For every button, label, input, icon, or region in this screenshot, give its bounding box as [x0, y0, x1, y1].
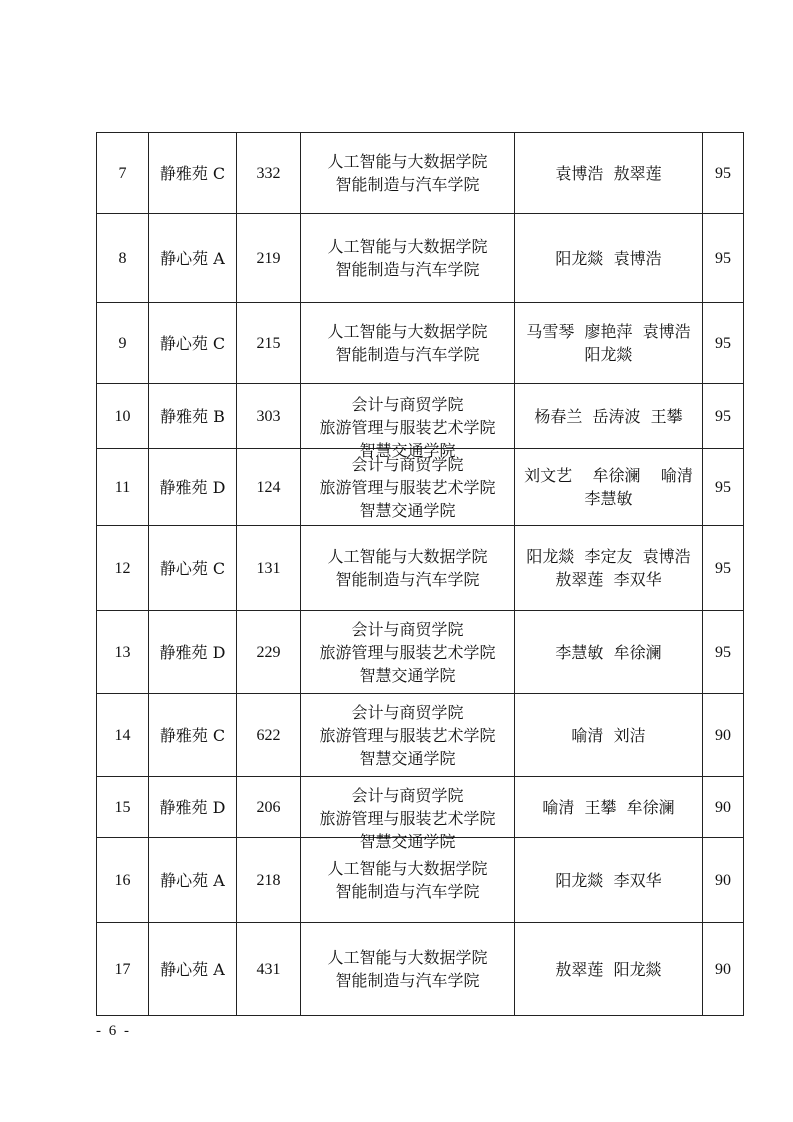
college-name: 旅游管理与服装艺术学院	[319, 809, 496, 828]
member-names: 李慧敏	[584, 489, 633, 508]
score-cell	[703, 133, 744, 214]
college-name: 智能制造与汽车学院	[335, 971, 480, 990]
room-cell	[237, 449, 301, 526]
building-name: 静雅苑 D	[159, 477, 226, 497]
score-value: 95	[715, 249, 731, 267]
building-name: 静雅苑 B	[160, 406, 225, 426]
room-number: 431	[256, 960, 281, 978]
college-name: 人工智能与大数据学院	[327, 237, 488, 256]
members-cell	[515, 133, 703, 214]
table-row	[97, 303, 744, 384]
members-cell	[515, 777, 703, 838]
room-cell	[237, 133, 301, 214]
table-row	[97, 384, 744, 449]
members-cell	[515, 449, 703, 526]
score-cell	[703, 694, 744, 777]
members-cell	[515, 303, 703, 384]
building-name: 静心苑 C	[159, 333, 226, 353]
room-cell	[237, 611, 301, 694]
room-number: 124	[256, 478, 281, 496]
row-number: 13	[114, 643, 131, 661]
row-number-cell	[97, 838, 149, 923]
member-names: 敖翠莲 阳龙燚	[555, 959, 662, 979]
building-cell	[149, 133, 237, 214]
members-cell	[515, 384, 703, 449]
row-number-cell	[97, 133, 149, 214]
page-number: - 6 -	[96, 1023, 131, 1039]
college-list	[301, 235, 514, 281]
members-cell	[515, 838, 703, 923]
member-names: 杨春兰 岳涛波 王攀	[534, 406, 683, 426]
score-value: 95	[715, 559, 731, 577]
college-name: 人工智能与大数据学院	[327, 948, 488, 967]
building-cell	[149, 694, 237, 777]
score-cell	[703, 303, 744, 384]
member-names: 喻清 刘洁	[571, 725, 646, 745]
score-cell	[703, 214, 744, 303]
room-cell	[237, 694, 301, 777]
table-row	[97, 923, 744, 1016]
college-cell	[301, 526, 515, 611]
member-names: 阳龙燚	[584, 345, 633, 364]
college-name: 会计与商贸学院	[351, 454, 464, 474]
building-cell	[149, 923, 237, 1016]
college-list	[301, 946, 514, 992]
college-list	[301, 701, 514, 770]
score-cell	[703, 449, 744, 526]
college-cell	[301, 303, 515, 384]
score-cell	[703, 526, 744, 611]
college-name: 人工智能与大数据学院	[327, 547, 488, 566]
college-name: 会计与商贸学院	[351, 395, 464, 414]
members-cell	[515, 694, 703, 777]
college-cell	[301, 777, 515, 851]
room-number: 206	[256, 798, 281, 816]
score-value: 90	[715, 960, 731, 978]
room-number: 332	[256, 164, 281, 182]
room-cell	[237, 526, 301, 611]
table-row	[97, 526, 744, 611]
score-value: 90	[715, 871, 731, 889]
building-cell	[149, 384, 237, 449]
college-name: 智能制造与汽车学院	[335, 570, 480, 589]
building-name: 静心苑 A	[160, 870, 225, 890]
room-number: 215	[256, 334, 281, 352]
room-cell	[237, 777, 301, 838]
row-number: 17	[114, 960, 131, 978]
members-cell	[515, 214, 703, 303]
college-name: 智能制造与汽车学院	[335, 345, 480, 364]
room-number: 303	[256, 407, 281, 425]
score-value: 95	[715, 164, 731, 182]
college-name: 人工智能与大数据学院	[327, 859, 488, 878]
college-cell	[301, 449, 515, 526]
building-name: 静心苑 C	[159, 558, 226, 578]
row-number-cell	[97, 384, 149, 449]
members-cell	[515, 923, 703, 1016]
college-list	[301, 618, 514, 687]
college-list	[301, 150, 514, 196]
college-name: 智慧交通学院	[359, 500, 456, 520]
college-cell	[301, 611, 515, 694]
room-number: 131	[256, 559, 281, 577]
college-name: 会计与商贸学院	[351, 619, 464, 639]
row-number: 12	[114, 559, 131, 577]
member-names: 阳龙燚 李双华	[555, 870, 662, 890]
building-name: 静雅苑 D	[159, 642, 226, 662]
college-name: 人工智能与大数据学院	[327, 152, 488, 171]
member-names: 喻清 王攀 牟徐澜	[542, 797, 675, 817]
members-cell	[515, 526, 703, 611]
score-cell	[703, 384, 744, 449]
college-name: 智慧交通学院	[359, 441, 456, 460]
score-cell	[703, 923, 744, 1016]
college-name: 智能制造与汽车学院	[335, 882, 480, 901]
room-number: 218	[256, 871, 281, 889]
table-row	[97, 694, 744, 777]
building-cell	[149, 777, 237, 838]
score-cell	[703, 777, 744, 838]
college-name: 智能制造与汽车学院	[335, 175, 480, 194]
room-cell	[237, 303, 301, 384]
row-number: 10	[114, 407, 131, 425]
building-name: 静心苑 A	[160, 248, 225, 268]
college-name: 智能制造与汽车学院	[335, 260, 480, 279]
member-names: 刘文艺 牟徐澜 喻清	[524, 466, 693, 485]
score-value: 95	[715, 407, 731, 425]
row-number: 14	[114, 726, 131, 744]
table-row	[97, 214, 744, 303]
member-names: 马雪琴 廖艳萍 袁博浩	[526, 322, 691, 341]
college-list	[301, 545, 514, 591]
building-cell	[149, 611, 237, 694]
building-cell	[149, 214, 237, 303]
table-body	[97, 133, 744, 1016]
college-name: 人工智能与大数据学院	[327, 322, 488, 341]
room-number: 219	[256, 249, 281, 267]
college-name: 旅游管理与服装艺术学院	[319, 642, 496, 662]
college-cell	[301, 694, 515, 777]
room-number: 229	[256, 643, 281, 661]
row-number-cell	[97, 777, 149, 838]
member-names: 袁博浩 敖翠莲	[555, 163, 662, 183]
college-name: 旅游管理与服装艺术学院	[319, 418, 496, 437]
building-cell	[149, 303, 237, 384]
building-name: 静雅苑 C	[159, 163, 226, 183]
row-number-cell	[97, 449, 149, 526]
building-name: 静雅苑 D	[159, 797, 226, 817]
college-name: 会计与商贸学院	[351, 702, 464, 722]
college-name: 旅游管理与服装艺术学院	[319, 725, 496, 745]
row-number: 7	[118, 164, 127, 182]
building-cell	[149, 838, 237, 923]
row-number-cell	[97, 526, 149, 611]
room-cell	[237, 923, 301, 1016]
table-row	[97, 611, 744, 694]
building-name: 静心苑 A	[160, 959, 225, 979]
college-cell	[301, 214, 515, 303]
table-row	[97, 777, 744, 838]
score-value: 90	[715, 726, 731, 744]
score-value: 95	[715, 478, 731, 496]
college-list	[301, 393, 514, 460]
member-names: 阳龙燚 李定友 袁博浩	[526, 547, 691, 566]
member-names: 敖翠莲 李双华	[555, 570, 662, 589]
row-number-cell	[97, 923, 149, 1016]
room-cell	[237, 384, 301, 449]
college-list	[301, 320, 514, 366]
college-name: 旅游管理与服装艺术学院	[319, 477, 496, 497]
score-value: 95	[715, 643, 731, 661]
row-number-cell	[97, 303, 149, 384]
score-value: 95	[715, 334, 731, 352]
college-name: 智慧交通学院	[359, 832, 456, 851]
room-cell	[237, 838, 301, 923]
college-cell	[301, 133, 515, 214]
college-name: 会计与商贸学院	[351, 786, 464, 805]
building-name: 静雅苑 C	[159, 725, 226, 745]
member-names: 阳龙燚 袁博浩	[555, 248, 662, 268]
college-name: 智慧交通学院	[359, 748, 456, 768]
row-number: 11	[114, 478, 131, 496]
table-row	[97, 133, 744, 214]
building-cell	[149, 449, 237, 526]
college-list	[301, 453, 514, 522]
college-name: 智慧交通学院	[359, 665, 456, 685]
row-number-cell	[97, 694, 149, 777]
college-list	[301, 784, 514, 851]
college-cell	[301, 923, 515, 1016]
table-row	[97, 449, 744, 526]
row-number-cell	[97, 611, 149, 694]
row-number: 8	[118, 249, 127, 267]
room-cell	[237, 214, 301, 303]
dorm-score-table	[96, 132, 744, 1016]
members-cell	[515, 611, 703, 694]
member-names: 李慧敏 牟徐澜	[555, 642, 662, 662]
row-number-cell	[97, 214, 149, 303]
college-cell	[301, 384, 515, 460]
score-value: 90	[715, 798, 731, 816]
row-number: 16	[114, 871, 131, 889]
building-cell	[149, 526, 237, 611]
score-cell	[703, 838, 744, 923]
room-number: 622	[256, 726, 281, 744]
row-number: 15	[114, 798, 131, 816]
row-number: 9	[118, 334, 127, 352]
college-list	[301, 857, 514, 903]
score-cell	[703, 611, 744, 694]
